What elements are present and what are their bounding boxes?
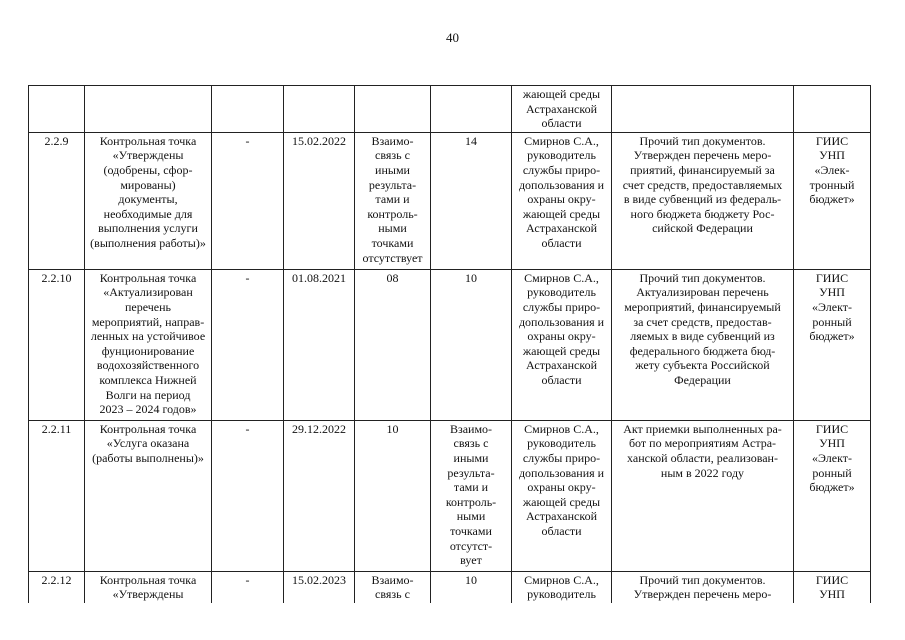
information-system-cell — [794, 86, 871, 133]
date-cell: 29.12.2022 — [284, 420, 355, 571]
information-system-cell: ГИИС УНП — [794, 571, 871, 603]
row-number-cell: 2.2.12 — [29, 571, 85, 603]
control-point-name-cell: Контрольная точка «Актуализирован перечень мероприятий, направ- ленных на устойчивое фунционирование водохозяйственного комплекса Нижней Волги на период 2023 – 2024 годов» — [85, 269, 212, 420]
document-type-cell: Акт приемки выполненных ра- бот по мероприятиям Астра- ханской области, реализован- ным в 2022 году — [612, 420, 794, 571]
relation-cell — [355, 86, 431, 133]
document-type-cell: Прочий тип документов. Утвержден перечень меро- — [612, 571, 794, 603]
responsible-person-cell: Смирнов С.А., руководитель службы приро- допользования и охраны окру- жающей среды Астраханской области — [512, 420, 612, 571]
date-cell: 01.08.2021 — [284, 269, 355, 420]
responsible-person-cell: Смирнов С.А., руководитель службы приро- допользования и охраны окру- жающей среды Астраханской области — [512, 132, 612, 269]
control-point-name-cell — [85, 86, 212, 133]
document-code-cell: 10 — [431, 571, 512, 603]
information-system-cell: ГИИС УНП «Элек- тронный бюджет» — [794, 132, 871, 269]
date-cell — [284, 86, 355, 133]
relation-cell: 08 — [355, 269, 431, 420]
responsible-person-cell: жающей среды Астраханской области — [512, 86, 612, 133]
dash-cell: - — [212, 269, 284, 420]
document-type-cell: Прочий тип документов. Актуализирован перечень мероприятий, финансируемый за счет средств, предостав- ляемых в виде субвенций из федерального бюджета бюд- жету субъекта Российской Федерации — [612, 269, 794, 420]
information-system-cell: ГИИС УНП «Элект- ронный бюджет» — [794, 269, 871, 420]
document-type-cell: Прочий тип документов. Утвержден перечень меро- приятий, финансируемый за счет средств, предоставляемых в виде субвенций из федераль- ного бюджета бюджету Рос- сийской Федерации — [612, 132, 794, 269]
table-row — [29, 269, 871, 420]
dash-cell: - — [212, 132, 284, 269]
table-row — [29, 132, 871, 269]
relation-cell: Взаимо- связь с — [355, 571, 431, 603]
responsible-person-cell: Смирнов С.А., руководитель службы приро- допользования и охраны окру- жающей среды Астраханской области — [512, 269, 612, 420]
row-number-cell — [29, 86, 85, 133]
document-code-cell: Взаимо- связь с иными результа- тами и контроль- ными точками отсутст- вует — [431, 420, 512, 571]
row-number-cell: 2.2.10 — [29, 269, 85, 420]
row-number-cell: 2.2.9 — [29, 132, 85, 269]
table-row — [29, 420, 871, 571]
document-code-cell: 14 — [431, 132, 512, 269]
page-number: 40 — [446, 30, 459, 45]
control-point-name-cell: Контрольная точка «Услуга оказана (работы выполнены)» — [85, 420, 212, 571]
dash-cell: - — [212, 571, 284, 603]
document-type-cell — [612, 86, 794, 133]
date-cell: 15.02.2023 — [284, 571, 355, 603]
responsible-person-cell: Смирнов С.А., руководитель — [512, 571, 612, 603]
information-system-cell: ГИИС УНП «Элект- ронный бюджет» — [794, 420, 871, 571]
date-cell: 15.02.2022 — [284, 132, 355, 269]
dash-cell: - — [212, 420, 284, 571]
row-number-cell: 2.2.11 — [29, 420, 85, 571]
table-row — [29, 86, 871, 133]
relation-cell: 10 — [355, 420, 431, 571]
control-point-name-cell: Контрольная точка «Утверждены (одобрены, сфор- мированы) документы, необходимые для выполнения услуги (выполнения работы)» — [85, 132, 212, 269]
document-code-cell — [431, 86, 512, 133]
table-row — [29, 571, 871, 603]
control-points-table — [28, 85, 871, 603]
control-point-name-cell: Контрольная точка «Утверждены — [85, 571, 212, 603]
document-code-cell: 10 — [431, 269, 512, 420]
relation-cell: Взаимо- связь с иными результа- тами и контроль- ными точками отсутствует — [355, 132, 431, 269]
dash-cell — [212, 86, 284, 133]
